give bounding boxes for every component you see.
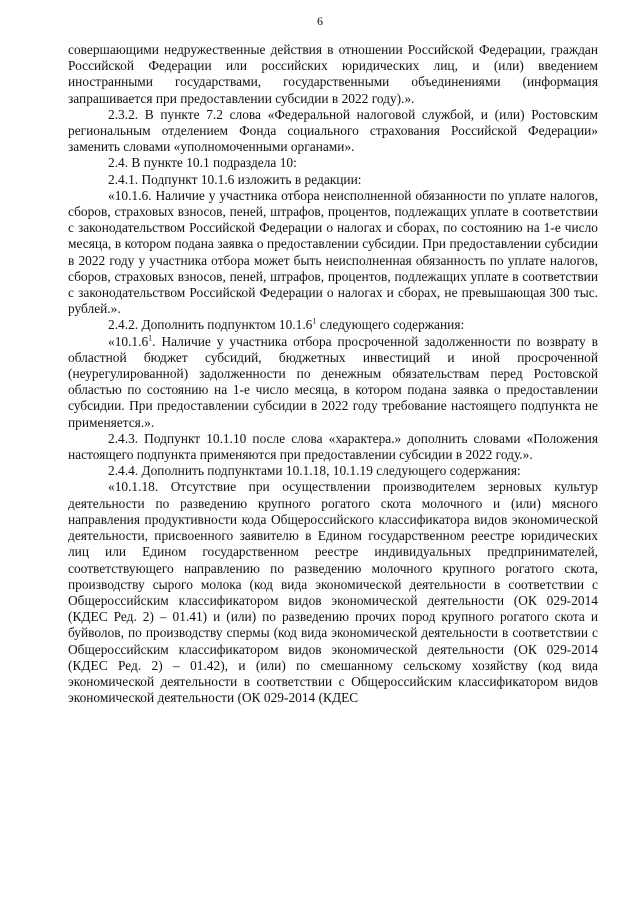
- paragraph-10-1-18: «10.1.18. Отсутствие при осуществлении производителем зерновых культур деятельности по разведению крупного рогатого скота молочного и (или) мясного направления продуктивности кода Общероссийского классификатора видов экономической деятельности, присвоенного заявителю в Едином государственном реестре юридических лиц или Едином государственном реестре индивидуальных предпринимателей, соответствующего направлению по разведению молочного крупного рогатого скота, производству сырого молока (код вида экономической деятельности в соответствии с Общероссийским классификатором видов экономической деятельности (ОК 029-2014 (КДЕС Ред. 2) – 01.41) и (или) по разведению прочих пород крупного рогатого скота и буйволов, по производству спермы (код вида экономической деятельности в соответствии с Общероссийским классификатором видов экономической деятельности (ОК 029-2014 (КДЕС Ред. 2) – 01.42), и (или) по смешанному сельскому хозяйству (код вида экономической деятельности в соответствии с Общероссийским классификатором видов экономической деятельности (ОК 029-2014 (КДЕС: [68, 479, 598, 706]
- paragraph-2-4: 2.4. В пункте 10.1 подраздела 10:: [108, 155, 297, 171]
- paragraph-10-1-6: «10.1.6. Наличие у участника отбора неисполненной обязанности по уплате налогов, сборов, страховых взносов, пеней, штрафов, процентов, подлежащих уплате в соответствии с законодательством Российской Федерации о налогах и сборах, по состоянию на 1-е число месяца, в котором подана заявка о предоставлении субсидии. При предоставлении субсидии в 2022 году у участника отбора может быть неисполненная обязанность по уплате налогов, сборов, страховых взносов, пеней, штрафов, процентов, подлежащих уплате в соответствии с законодательством Российской Федерации о налогах и сборах, не превышающая 300 тыс. рублей.».: [68, 187, 598, 317]
- paragraph-2-4-2-tail: следующего содержания:: [316, 317, 465, 333]
- superscript-mark: 1: [148, 333, 153, 343]
- paragraph-2-4-1: 2.4.1. Подпункт 10.1.6 изложить в редакции:: [108, 171, 362, 187]
- document-body: [68, 42, 598, 706]
- paragraph-continuation: совершающими недружественные действия в отношении Российской Федерации, граждан Российской Федерации или российских юридических лиц, и (или) введением иностранными государствами, государственными объединениями (информация запрашивается при предоставлении субсидии в 2022 году).».: [68, 42, 598, 106]
- paragraph-2-4-2-text: 2.4.2. Дополнить подпунктом 10.1.6: [108, 317, 313, 333]
- paragraph-2-3-2: 2.3.2. В пункте 7.2 слова «Федеральной налоговой службой, и (или) Ростовским региональным отделением Фонда социального страхования Российской Федерации» заменить словами «уполномоченными органами».: [68, 106, 598, 155]
- paragraph-10-1-6-1-number: «10.1.6: [108, 333, 149, 349]
- paragraph-2-4-4: 2.4.4. Дополнить подпунктами 10.1.18, 10.1.19 следующего содержания:: [108, 463, 521, 479]
- paragraph-2-4-2: [68, 317, 598, 333]
- page-number: 6: [317, 14, 323, 28]
- paragraph-10-1-6-1: [68, 334, 598, 431]
- paragraph-2-4-3: 2.4.3. Подпункт 10.1.10 после слова «характера.» дополнить словами «Положения настоящего подпункта применяются при предоставлении субсидии в 2022 году.».: [68, 430, 598, 463]
- superscript-mark: 1: [312, 316, 317, 326]
- paragraph-10-1-6-1-text: . Наличие у участника отбора просроченной задолженности по возврату в областной бюджет субсидий, бюджетных инвестиций и иной просроченной (неурегулированной) задолженности по денежным обязательствам перед Ростовской областью по состоянию на 1-е число месяца, в котором подана заявка о предоставлении субсидии. При предоставлении субсидии в 2022 году требование настоящего подпункта не применяется.».: [68, 333, 598, 430]
